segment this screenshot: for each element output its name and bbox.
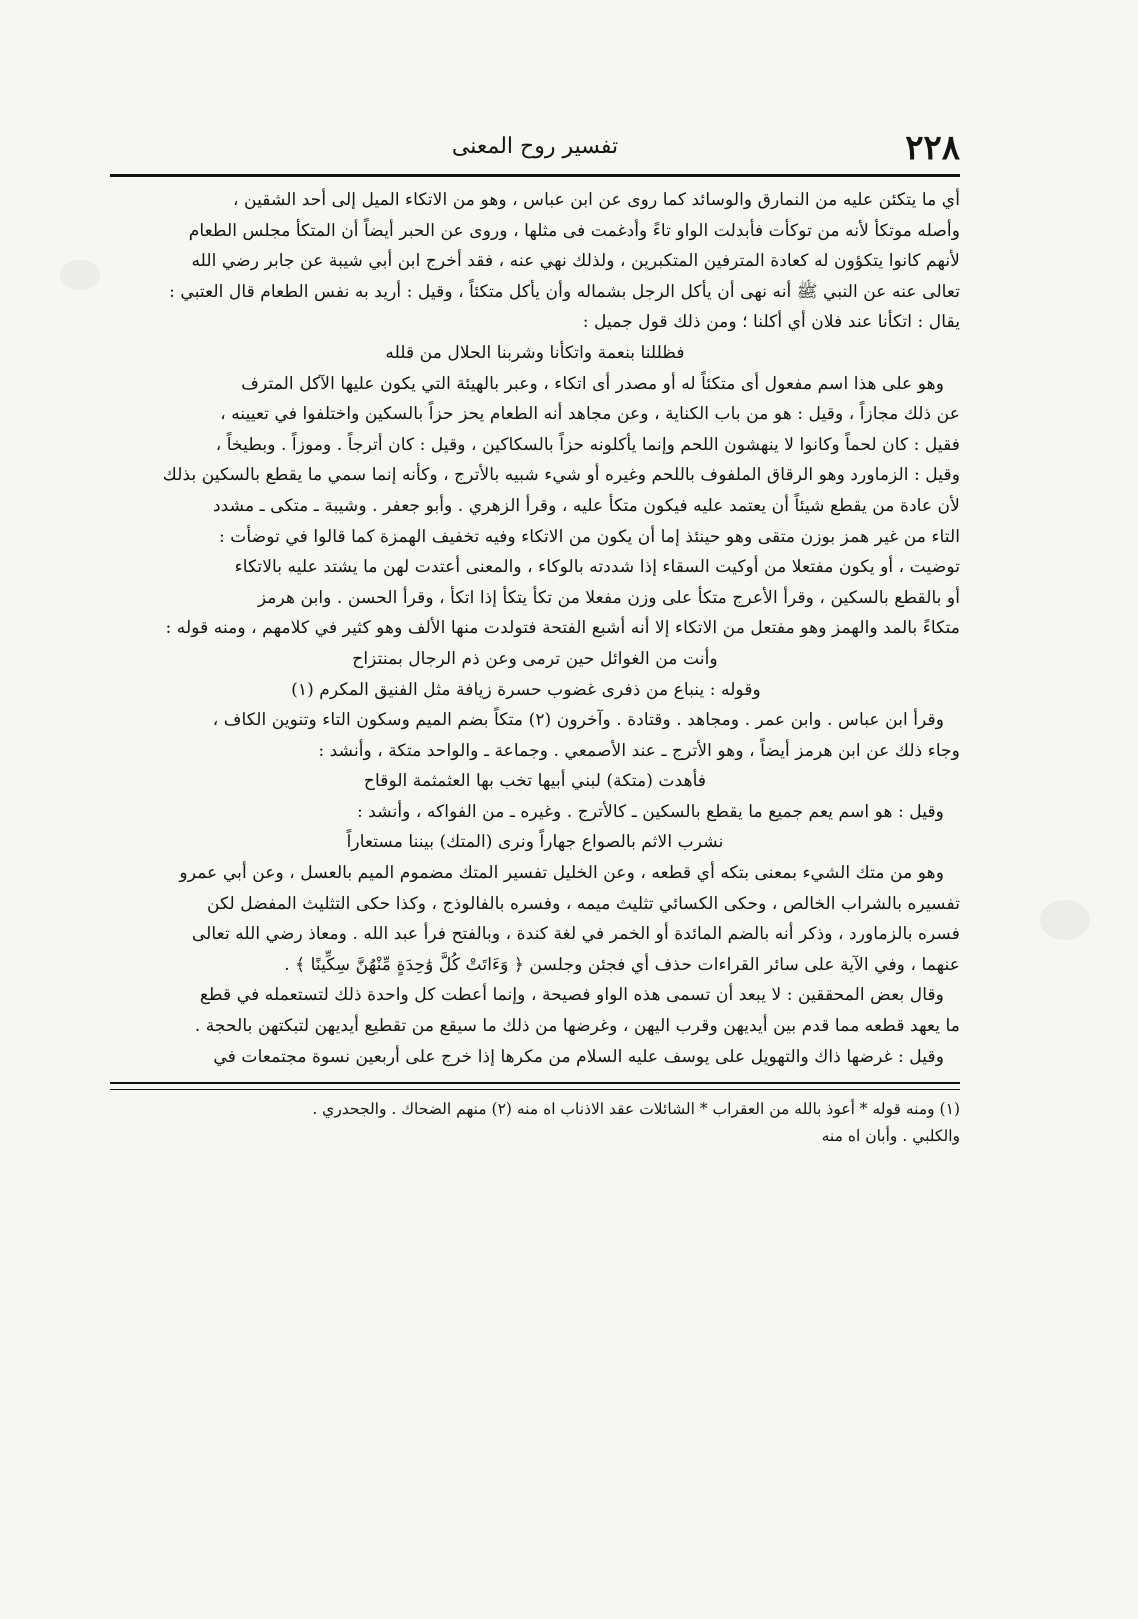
text-line: التاء من غير همز بوزن متقى وهو حينئذ إما أن يكون من الاتكاء وفيه تخفيف الهمزة كما قالوا في توضأت : xyxy=(218,526,960,547)
book-page xyxy=(110,128,960,1150)
text-line: لأنهم كانوا يتكؤون له كعادة المترفين المتكبرين ، ولذلك نهي عنه ، فقد أخرج ابن أبي شيبة عن جابر رضي الله xyxy=(191,251,960,272)
text-line: وقيل : هو اسم يعم جميع ما يقطع بالسكين ـ كالأترج . وغيره ـ من الفواكه ، وأنشد : xyxy=(356,801,944,822)
text-line: وهو من متك الشيء بمعنى بتكه أي قطعه ، وعن الخليل تفسير المتك مضموم الميم بالعسل ، وعن أبي عمرو xyxy=(179,863,944,884)
header-rule xyxy=(110,174,960,177)
verse-line: فأهدت (متكة) لبني أبيها تخب بها العثمثمة الوقاح xyxy=(363,771,707,792)
text-line: عن ذلك مجازاً ، وقيل : هو من باب الكناية ، وعن مجاهد أنه الطعام يحز حزاً بالسكين واختلفوا في تعيينه ، xyxy=(220,404,960,425)
running-title: تفسير روح المعنى xyxy=(451,134,619,159)
text-line: وأصله موتكأ لأنه من توكأت فأبدلت الواو تاءً وأدغمت فى مثلها ، وروى عن الحبر أيضاً أن المتكأ مجلس الطعام xyxy=(188,220,960,241)
text-line: عنهما ، وفي الآية على سائر القراءات حذف أي فجئن وجلسن ﴿ وَءَاتَتْ كُلَّ وَٰحِدَةٍ مِّنْهُنَّ سِكِّينًا ﴾ . xyxy=(284,954,960,975)
body-text xyxy=(110,185,960,1072)
text-line: أي ما يتكئن عليه من النمارق والوسائد كما روى عن ابن عباس ، وهو من الاتكاء الميل إلى أحد الشقين ، xyxy=(232,190,960,210)
text-line: ما يعهد قطعه مما قدم بين أيديهن وقرب اليهن ، وغرضها من ذلك ما سيقع من تقطيع أيديهن لتبكتهن بالحجة . xyxy=(194,1016,960,1037)
text-line: فسره بالزماورد ، وذكر أنه بالضم المائدة أو الخمر في لغة كندة ، وبالفتح فرأ عبد الله . ومعاذ رضي الله تعالى xyxy=(191,924,960,945)
footnotes xyxy=(110,1096,960,1150)
verse-line: فظللنا بنعمة واتكأنا وشربنا الحلال من قلله xyxy=(385,342,685,363)
verse-line: وأنت من الغوائل حين ترمى وعن ذم الرجال بمنتزاح xyxy=(352,648,718,669)
text-line: تفسيره بالشراب الخالص ، وحكى الكسائي تثليث ميمه ، وفسره بالفالوذج ، وكذا حكى التثليث المفضل لكن xyxy=(206,893,960,914)
text-line: فقيل : كان لحماً وكانوا لا ينهشون اللحم وإنما يأكلونه حزاً بالسكاكين ، وقيل : كان أترجاً . وموزاً . وبطيخاً ، xyxy=(215,434,960,455)
verse-line: وقوله : ينباع من ذفرى غضوب حسرة زيافة مثل الفنيق المكرم (١) xyxy=(291,679,761,700)
verse-line: نشرب الاثم بالصواع جهاراً ونرى (المتك) بيننا مستعاراً xyxy=(346,832,724,853)
text-line: تعالى عنه عن النبي ﷺ أنه نهى أن يأكل الرجل بشماله وأن يأكل متكئاً ، وقيل : أريد به نفس الطعام قال العتبي : xyxy=(169,281,960,302)
text-line: أو بالقطع بالسكين ، وقرأ الأعرج متكأ على وزن مفعلا من تكأ يتكأ إذا اتكأ ، وقرأ الحسن . وابن هرمز xyxy=(257,587,960,608)
paper-stain xyxy=(60,260,100,290)
text-line: يقال : اتكأنا عند فلان أي أكلنا ؛ ومن ذلك قول جميل : xyxy=(582,312,960,333)
text-line: لأن عادة من يقطع شيئاً أن يعتمد عليه فيكون متكأ عليه ، وقرأ الزهري . وأبو جعفر . وشيبة ـ متكى ـ مشدد xyxy=(213,495,960,516)
text-line: توضيت ، أو يكون مفتعلا من أوكيت السقاء إذا شددته بالوكاء ، والمعنى أعتدت لهن ما يشتد عليه بالاتكاء xyxy=(234,557,960,578)
text-line: وقال بعض المحققين : لا يبعد أن تسمى هذه الواو فصيحة ، وإنما أعطت كل واحدة ذلك لتستعمله في قطع xyxy=(199,985,944,1006)
paper-stain xyxy=(1040,900,1090,940)
footnote-line: والكلبي . وأبان اه منه xyxy=(821,1127,960,1146)
text-line: متكاءً بالمد والهمز وهو مفتعل من الاتكاء إلا أنه أشبع الفتحة فتولدت منها الألف وهو كثير في كلامهم ، ومنه قوله : xyxy=(165,618,960,639)
text-line: وجاء ذلك عن ابن هرمز أيضاً ، وهو الأترج ـ عند الأصمعي . وجماعة ـ والواحد متكة ، وأنشد : xyxy=(318,740,960,761)
footnote-rule xyxy=(110,1082,960,1090)
text-line: وقيل : الزماورد وهو الرقاق الملفوف باللحم وغيره أو شيء شبيه بالأترج ، وكأنه إنما سمي ما يقطع بالسكين بذلك xyxy=(162,465,960,486)
footnote-line: (١) ومنه قوله * أعوذ بالله من العقراب * الشائلات عقد الاذناب اه منه (٢) منهم الضحاك . والجحدري . xyxy=(312,1100,960,1119)
text-line: وقرأ ابن عباس . وابن عمر . ومجاهد . وقتادة . وآخرون (٢) متكاً بضم الميم وسكون التاء وتنوين الكاف ، xyxy=(212,710,944,731)
text-line: وهو على هذا اسم مفعول أى متكئاً له أو مصدر أى اتكاء ، وعبر بالهيئة التي يكون عليها الآكل المترف xyxy=(241,373,944,394)
text-line: وقيل : غرضها ذاك والتهويل على يوسف عليه السلام من مكرها إذا خرج على أربعين نسوة مجتمعات في xyxy=(213,1046,944,1067)
page-number: ٢٢٨ xyxy=(905,128,960,168)
page-header xyxy=(110,128,960,172)
